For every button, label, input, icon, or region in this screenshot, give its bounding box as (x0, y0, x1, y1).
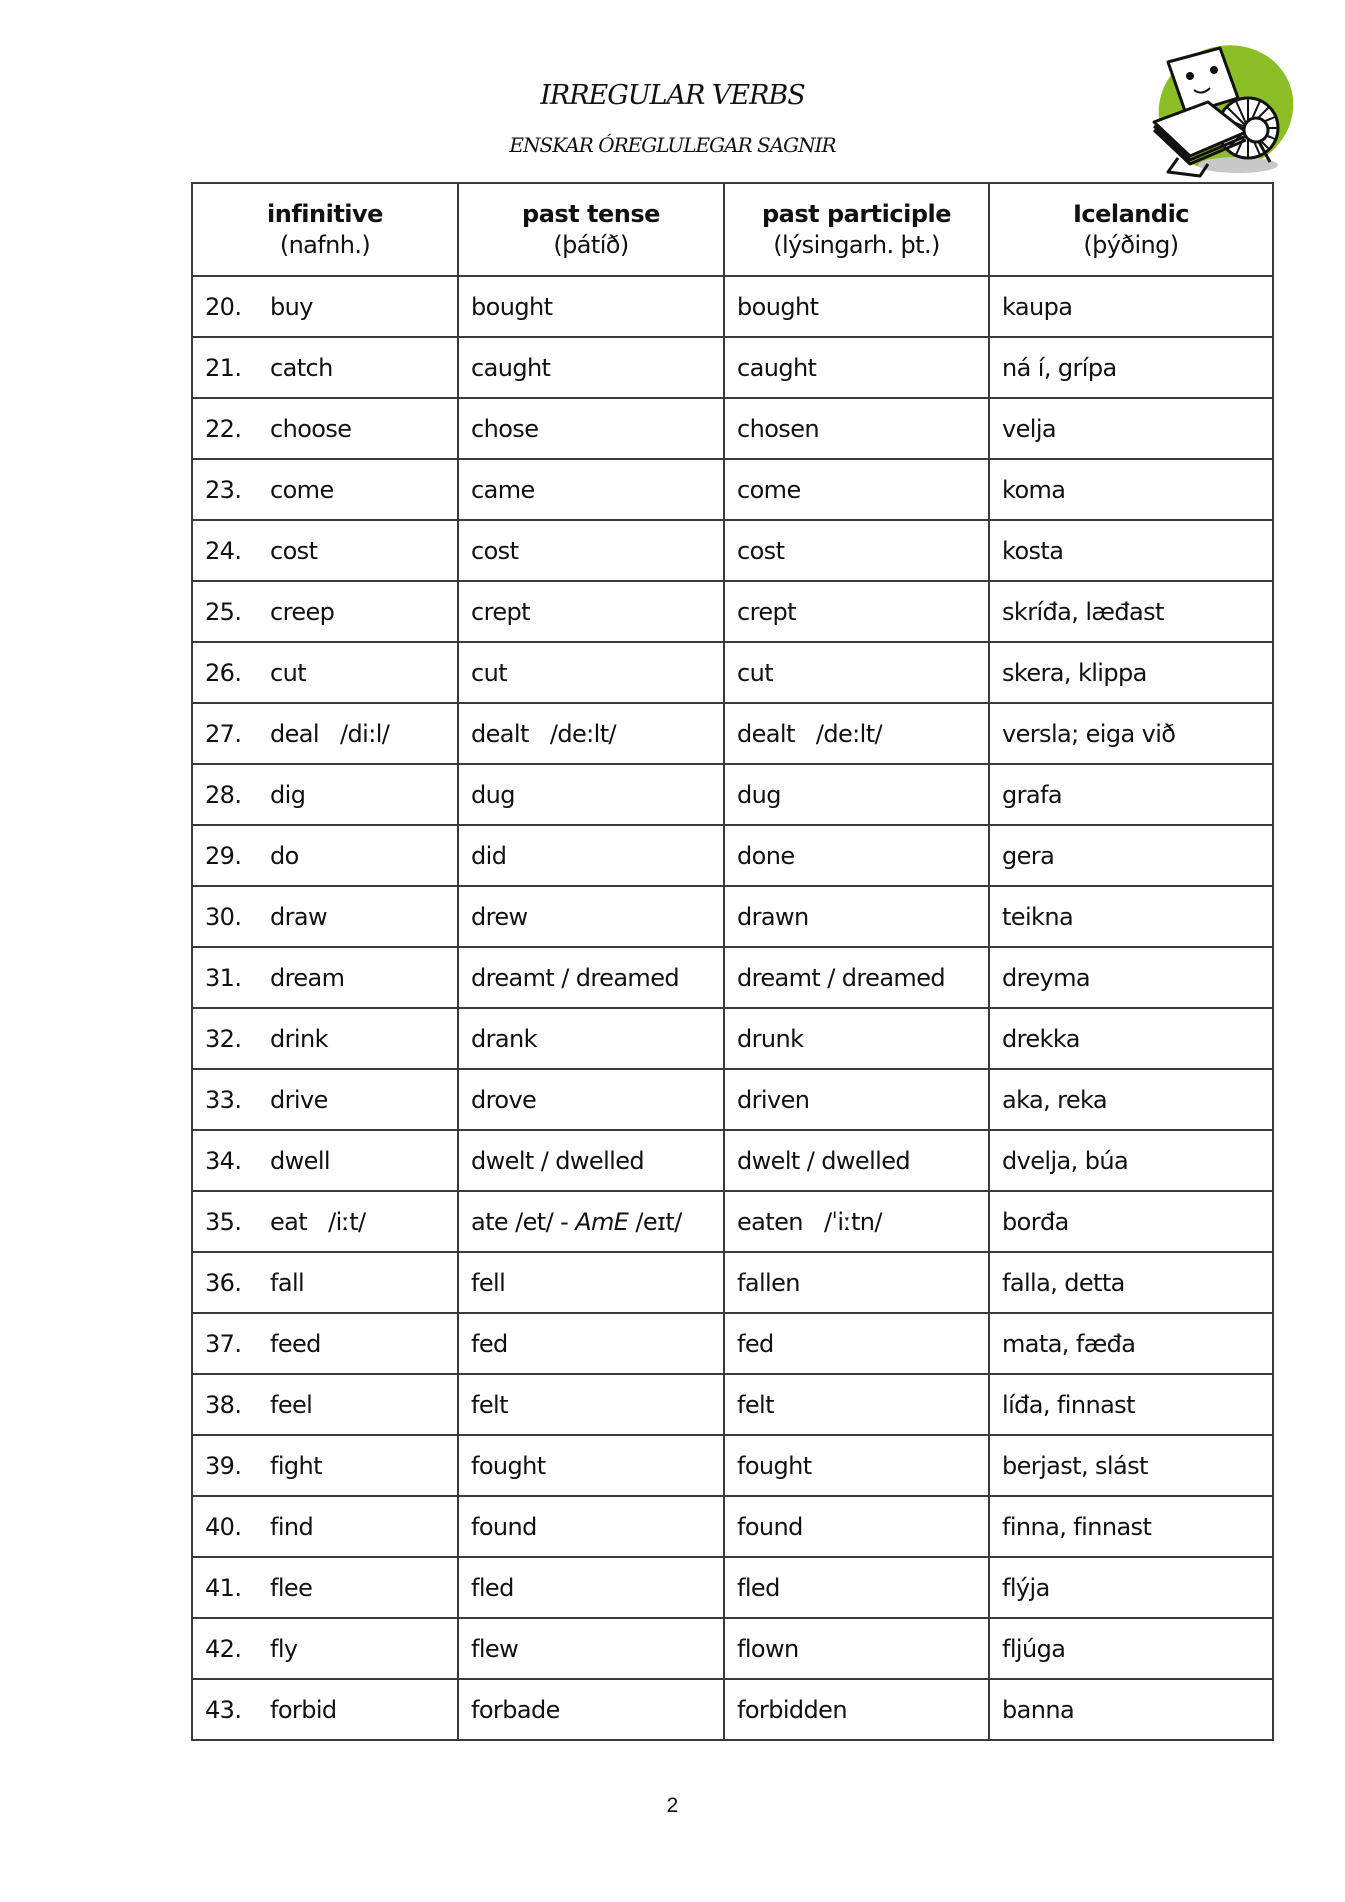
cell-past-participle (724, 459, 989, 520)
icelandic-text: aka, reka (1002, 1085, 1108, 1114)
column-header-sublabel: (þátíð) (553, 230, 629, 259)
icelandic-text: banna (1002, 1695, 1075, 1724)
column-header-sublabel: (nafnh.) (279, 230, 371, 259)
cell-icelandic (989, 1069, 1273, 1130)
row-number: 36. (205, 1268, 242, 1297)
cell-infinitive (192, 520, 458, 581)
past-tense-text: fed (471, 1329, 508, 1358)
infinitive-text: fall (270, 1268, 305, 1297)
row-number: 41. (205, 1573, 242, 1602)
cell-past-tense (458, 581, 724, 642)
icelandic-text: kosta (1002, 536, 1064, 565)
cell-infinitive (192, 1679, 458, 1740)
column-header-past-participle (724, 183, 989, 276)
cell-past-participle (724, 1557, 989, 1618)
icelandic-text: skera, klippa (1002, 658, 1147, 687)
cell-past-tense (458, 1435, 724, 1496)
icelandic-text: líđa, finnast (1002, 1390, 1135, 1419)
table-row (192, 1435, 1273, 1496)
cell-icelandic (989, 1374, 1273, 1435)
past-tense-text: crept (471, 597, 530, 626)
infinitive-text: catch (270, 353, 333, 382)
past-participle-text: dealt /de:lt/ (737, 719, 883, 748)
cell-past-participle (724, 337, 989, 398)
infinitive-text: flee (270, 1573, 313, 1602)
cell-past-participle (724, 1435, 989, 1496)
table-row (192, 1191, 1273, 1252)
cell-past-participle (724, 703, 989, 764)
past-participle-text: dwelt / dwelled (737, 1146, 911, 1175)
past-participle-text: cost (737, 536, 785, 565)
table-row (192, 1557, 1273, 1618)
infinitive-text: cut (270, 658, 307, 687)
cell-past-tense (458, 886, 724, 947)
column-header-infinitive (192, 183, 458, 276)
cell-icelandic (989, 1313, 1273, 1374)
past-tense-text: dug (471, 780, 515, 809)
past-tense-american: /eɪt/ (628, 1207, 682, 1236)
cell-past-tense (458, 1069, 724, 1130)
cell-past-tense (458, 276, 724, 337)
cell-infinitive (192, 398, 458, 459)
table-row (192, 459, 1273, 520)
column-header-label: past participle (761, 199, 952, 228)
row-number: 35. (205, 1207, 242, 1236)
cell-infinitive (192, 1313, 458, 1374)
infinitive-text: feel (270, 1390, 313, 1419)
cell-infinitive (192, 1435, 458, 1496)
cell-infinitive (192, 825, 458, 886)
infinitive-text: dwell (270, 1146, 330, 1175)
cell-past-participle (724, 642, 989, 703)
cell-icelandic (989, 459, 1273, 520)
table-row (192, 1496, 1273, 1557)
cell-infinitive (192, 642, 458, 703)
table-row (192, 764, 1273, 825)
infinitive-text: creep (270, 597, 335, 626)
past-participle-text: found (737, 1512, 803, 1541)
past-tense-text: fell (471, 1268, 506, 1297)
cell-past-tense (458, 1618, 724, 1679)
past-participle-text: fled (737, 1573, 780, 1602)
cell-past-participle (724, 1008, 989, 1069)
past-tense-text: cost (471, 536, 519, 565)
cell-icelandic (989, 1435, 1273, 1496)
cell-infinitive (192, 947, 458, 1008)
past-tense-text: bought (471, 292, 553, 321)
cell-past-participle (724, 1374, 989, 1435)
row-number: 25. (205, 597, 242, 626)
table-row (192, 276, 1273, 337)
table-row (192, 1252, 1273, 1313)
cell-icelandic (989, 1618, 1273, 1679)
cell-infinitive (192, 1008, 458, 1069)
row-number: 32. (205, 1024, 242, 1053)
infinitive-text: find (270, 1512, 314, 1541)
row-number: 23. (205, 475, 242, 504)
cell-past-tense (458, 1252, 724, 1313)
past-tense-text: did (471, 841, 507, 870)
icelandic-text: kaupa (1002, 292, 1073, 321)
past-participle-text: done (737, 841, 795, 870)
row-number: 28. (205, 780, 242, 809)
cell-past-participle (724, 520, 989, 581)
past-participle-text: felt (737, 1390, 774, 1419)
table-row (192, 642, 1273, 703)
cell-past-participle (724, 1252, 989, 1313)
cell-past-tense (458, 703, 724, 764)
past-participle-text: cut (737, 658, 774, 687)
icelandic-text: flýja (1002, 1573, 1050, 1602)
cell-icelandic (989, 520, 1273, 581)
past-tense-text: flew (471, 1634, 519, 1663)
past-tense-text: drank (471, 1024, 537, 1053)
table-row (192, 1618, 1273, 1679)
row-number: 29. (205, 841, 242, 870)
icelandic-text: dreyma (1002, 963, 1091, 992)
cell-infinitive (192, 459, 458, 520)
cell-past-tense (458, 520, 724, 581)
table-row (192, 947, 1273, 1008)
cell-icelandic (989, 1252, 1273, 1313)
cell-past-participle (724, 886, 989, 947)
cell-past-tense (458, 1130, 724, 1191)
past-participle-text: crept (737, 597, 796, 626)
icelandic-text: drekka (1002, 1024, 1080, 1053)
icelandic-text: dvelja, búa (1002, 1146, 1129, 1175)
cell-infinitive (192, 886, 458, 947)
cell-past-tense (458, 642, 724, 703)
icelandic-text: gera (1002, 841, 1055, 870)
page-title: IRREGULAR VERBS (540, 80, 805, 111)
infinitive-text: buy (270, 292, 313, 321)
row-number: 31. (205, 963, 242, 992)
logo-shadow (1198, 157, 1278, 173)
page-subtitle: ENSKAR ÓREGLULEGAR SAGNIR (509, 133, 836, 157)
past-participle-text: flown (737, 1634, 799, 1663)
cell-icelandic (989, 398, 1273, 459)
infinitive-text: draw (270, 902, 328, 931)
cell-icelandic (989, 1008, 1273, 1069)
past-participle-text: fought (737, 1451, 812, 1480)
past-tense-text: found (471, 1512, 537, 1541)
cell-past-tense (458, 947, 724, 1008)
cell-icelandic (989, 1679, 1273, 1740)
icelandic-text: teikna (1002, 902, 1074, 931)
cell-past-tense (458, 1191, 724, 1252)
table-row (192, 825, 1273, 886)
cell-icelandic (989, 886, 1273, 947)
cell-past-tense (458, 1496, 724, 1557)
cell-past-tense (458, 337, 724, 398)
cell-icelandic (989, 1191, 1273, 1252)
icelandic-text: borđa (1002, 1207, 1069, 1236)
past-tense-text: felt (471, 1390, 508, 1419)
cell-icelandic (989, 337, 1273, 398)
table-row (192, 337, 1273, 398)
cell-past-participle (724, 1618, 989, 1679)
past-participle-text: drunk (737, 1024, 804, 1053)
past-participle-text: come (737, 475, 801, 504)
icelandic-text: fljúga (1002, 1634, 1066, 1663)
cell-past-participle (724, 947, 989, 1008)
past-tense-text: caught (471, 353, 551, 382)
cell-past-participle (724, 1496, 989, 1557)
cell-infinitive (192, 1191, 458, 1252)
row-number: 20. (205, 292, 242, 321)
cell-icelandic (989, 1496, 1273, 1557)
cell-icelandic (989, 947, 1273, 1008)
past-participle-text: dreamt / dreamed (737, 963, 946, 992)
cell-icelandic (989, 764, 1273, 825)
past-participle-text: fed (737, 1329, 774, 1358)
cell-infinitive (192, 764, 458, 825)
cell-infinitive (192, 337, 458, 398)
row-number: 21. (205, 353, 242, 382)
past-participle-text: eaten /ˈiːtn/ (737, 1207, 882, 1236)
infinitive-text: do (270, 841, 299, 870)
past-participle-text: fallen (737, 1268, 800, 1297)
past-participle-text: dug (737, 780, 781, 809)
cell-infinitive (192, 1252, 458, 1313)
past-participle-text: driven (737, 1085, 810, 1114)
row-number: 24. (205, 536, 242, 565)
cell-icelandic (989, 276, 1273, 337)
cell-infinitive (192, 1069, 458, 1130)
infinitive-text: fly (270, 1634, 298, 1663)
row-number: 34. (205, 1146, 242, 1175)
infinitive-text: deal /di:l/ (270, 719, 390, 748)
past-participle-text: caught (737, 353, 817, 382)
table-row (192, 1679, 1273, 1740)
past-tense-text: came (471, 475, 535, 504)
icelandic-text: skríđa, læđast (1002, 597, 1164, 626)
past-tense-text: chose (471, 414, 539, 443)
past-tense-text: drove (471, 1085, 537, 1114)
table-row (192, 703, 1273, 764)
infinitive-text: feed (270, 1329, 321, 1358)
row-number: 38. (205, 1390, 242, 1419)
column-header-past-tense (458, 183, 724, 276)
column-header-icelandic (989, 183, 1273, 276)
cell-infinitive (192, 581, 458, 642)
past-participle-text: chosen (737, 414, 819, 443)
cell-past-participle (724, 1679, 989, 1740)
infinitive-text: dig (270, 780, 306, 809)
american-english-label: AmE (575, 1207, 629, 1236)
cell-infinitive (192, 1496, 458, 1557)
rolodex-cartoon-icon (1138, 40, 1298, 185)
column-header-label: past tense (522, 199, 660, 228)
infinitive-text: drive (270, 1085, 328, 1114)
table-row (192, 1130, 1273, 1191)
cell-past-tense (458, 398, 724, 459)
infinitive-text: forbid (270, 1695, 337, 1724)
infinitive-text: dream (270, 963, 345, 992)
column-header-sublabel: (lýsingarh. þt.) (773, 230, 940, 259)
cell-past-participle (724, 1313, 989, 1374)
past-tense-text: fled (471, 1573, 514, 1602)
cell-infinitive (192, 1557, 458, 1618)
row-number: 22. (205, 414, 242, 443)
cell-icelandic (989, 703, 1273, 764)
row-number: 40. (205, 1512, 242, 1541)
table-header-row (192, 183, 1273, 276)
row-number: 33. (205, 1085, 242, 1114)
cell-infinitive (192, 1130, 458, 1191)
icelandic-text: koma (1002, 475, 1066, 504)
cell-past-participle (724, 825, 989, 886)
cell-past-participle (724, 276, 989, 337)
cell-past-participle (724, 1069, 989, 1130)
table-row (192, 1374, 1273, 1435)
past-tense-text: drew (471, 902, 528, 931)
row-number: 42. (205, 1634, 242, 1663)
cell-icelandic (989, 642, 1273, 703)
page-number: 2 (666, 1794, 679, 1817)
icelandic-text: velja (1002, 414, 1057, 443)
cell-icelandic (989, 1557, 1273, 1618)
icelandic-text: falla, detta (1002, 1268, 1125, 1297)
row-number: 30. (205, 902, 242, 931)
row-number: 26. (205, 658, 242, 687)
cell-past-tense (458, 1557, 724, 1618)
infinitive-text: eat /iːt/ (270, 1207, 366, 1236)
infinitive-text: cost (270, 536, 318, 565)
past-participle-text: drawn (737, 902, 809, 931)
cell-past-tense (458, 1679, 724, 1740)
table-row (192, 1008, 1273, 1069)
table-row (192, 398, 1273, 459)
past-tense-text: dealt /de:lt/ (471, 719, 617, 748)
row-number: 43. (205, 1695, 242, 1724)
table-row (192, 886, 1273, 947)
cell-past-participle (724, 764, 989, 825)
irregular-verbs-table (191, 182, 1274, 1741)
past-tense-text: fought (471, 1451, 546, 1480)
cell-icelandic (989, 1130, 1273, 1191)
icelandic-text: versla; eiga við (1002, 719, 1176, 748)
table-row (192, 581, 1273, 642)
icelandic-text: berjast, slást (1002, 1451, 1148, 1480)
cell-icelandic (989, 581, 1273, 642)
past-tense-text: ate /et/ - (471, 1207, 576, 1236)
cell-past-tense (458, 825, 724, 886)
infinitive-text: choose (270, 414, 352, 443)
column-header-label: Icelandic (1072, 199, 1190, 228)
column-header-label: infinitive (267, 199, 383, 228)
past-participle-text: bought (737, 292, 819, 321)
icelandic-text: grafa (1002, 780, 1062, 809)
row-number: 37. (205, 1329, 242, 1358)
infinitive-text: come (270, 475, 334, 504)
column-header-sublabel: (þýðing) (1083, 230, 1179, 259)
infinitive-text: drink (270, 1024, 328, 1053)
cell-past-tense (458, 1374, 724, 1435)
cell-past-tense (458, 764, 724, 825)
cell-infinitive (192, 1618, 458, 1679)
table-row (192, 1313, 1273, 1374)
cell-past-tense (458, 1008, 724, 1069)
past-tense-text: dreamt / dreamed (471, 963, 680, 992)
past-tense-text: forbade (471, 1695, 560, 1724)
cell-past-participle (724, 398, 989, 459)
table-row (192, 1069, 1273, 1130)
icelandic-text: finna, finnast (1002, 1512, 1152, 1541)
cell-infinitive (192, 703, 458, 764)
cell-past-tense (458, 1313, 724, 1374)
infinitive-text: fight (270, 1451, 322, 1480)
table-row (192, 520, 1273, 581)
cell-icelandic (989, 825, 1273, 886)
cell-infinitive (192, 276, 458, 337)
row-number: 39. (205, 1451, 242, 1480)
cell-past-participle (724, 1191, 989, 1252)
cell-past-participle (724, 1130, 989, 1191)
past-tense-text: cut (471, 658, 508, 687)
past-tense-text: dwelt / dwelled (471, 1146, 645, 1175)
cell-past-participle (724, 581, 989, 642)
icelandic-text: mata, fæđa (1002, 1329, 1136, 1358)
cell-infinitive (192, 1374, 458, 1435)
icelandic-text: ná í, grípa (1002, 353, 1117, 382)
row-number: 27. (205, 719, 242, 748)
cell-past-tense (458, 459, 724, 520)
past-participle-text: forbidden (737, 1695, 847, 1724)
